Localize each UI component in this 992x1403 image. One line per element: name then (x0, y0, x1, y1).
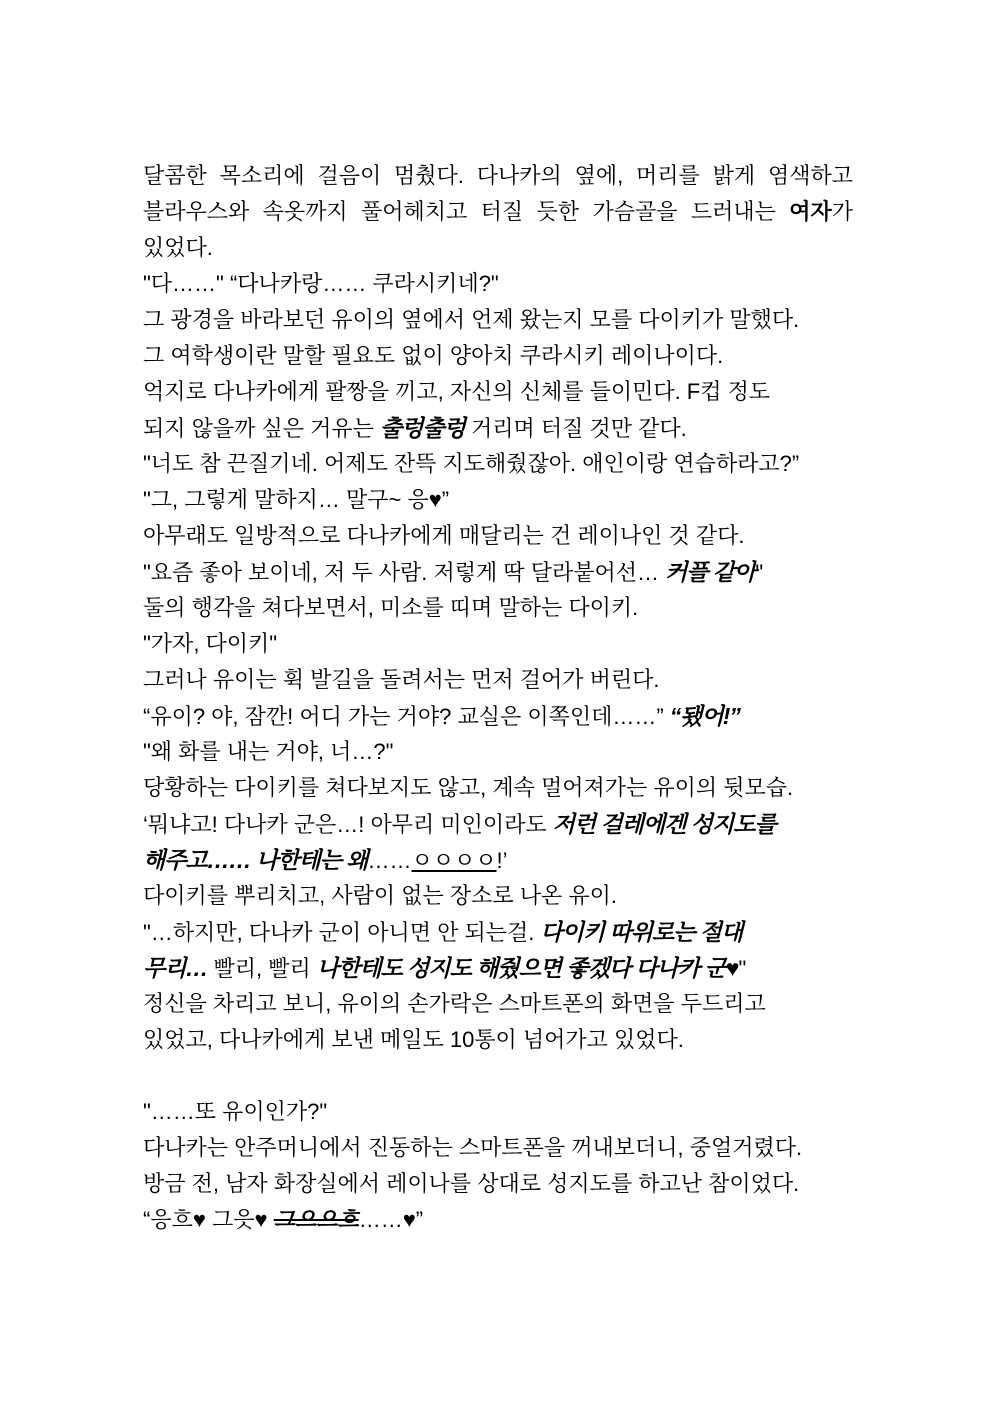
underline-text-run: ㅇㅇㅇㅇ (411, 848, 497, 873)
text-run: ‘뭐냐고! 다나카 군은…! 아무리 미인이라도 (143, 812, 553, 837)
text-line (143, 950, 853, 986)
blank-line (143, 1058, 853, 1094)
text-line (143, 986, 853, 1022)
text-line (143, 482, 853, 518)
document-page (143, 158, 853, 1238)
text-run: ……♥” (358, 1207, 424, 1232)
text-run: "가자, 다이키" (143, 631, 278, 656)
text-run: 둘의 행각을 쳐다보면서, 미소를 띠며 말하는 다이키. (143, 595, 639, 620)
text-run: 다나카는 안주머니에서 진동하는 스마트폰을 꺼내보더니, 중얼거렸다. (143, 1135, 803, 1160)
text-line (143, 914, 853, 950)
text-run: "……또 유이인가?" (143, 1099, 328, 1124)
text-run: “응흐♥ 그읏♥ (143, 1207, 274, 1232)
bold-text-run: 여자 (789, 199, 832, 224)
text-line (143, 554, 853, 590)
text-run: "너도 참 끈질기네. 어제도 잔뜩 지도해줬잖아. 애인이랑 연습하라고?” (143, 451, 800, 476)
text-line (143, 374, 853, 410)
text-run: 블라우스와 속옷까지 풀어헤치고 터질 듯한 가슴골을 드러내는 (143, 199, 790, 224)
text-run: "요즘 좋아 보이네, 저 두 사람. 저렇게 딱 달라붙어선… (143, 560, 666, 585)
text-line (143, 1022, 853, 1058)
text-run: 되지 않을까 싶은 거유는 (143, 416, 380, 441)
text-line (143, 770, 853, 806)
text-run: "그, 그렇게 말하지… 말구~ 응♥” (143, 487, 450, 512)
text-run: 아무래도 일방적으로 다나카에게 매달리는 건 레이나인 것 같다. (143, 523, 745, 548)
text-line (143, 626, 853, 662)
text-line (143, 158, 853, 194)
text-line (143, 590, 853, 626)
brush-text-run: “됐어!” (669, 703, 740, 729)
text-line (143, 230, 853, 266)
text-line (143, 806, 853, 842)
brush-text-run: 커플 같아 (665, 559, 756, 585)
text-line (143, 734, 853, 770)
text-run: 그 여학생이란 말할 필요도 없이 양아치 쿠라시키 레이나이다. (143, 343, 724, 368)
text-run: 억지로 다나카에게 팔짱을 끼고, 자신의 신체를 들이민다. F컵 정도 (143, 379, 771, 404)
text-line (143, 878, 853, 914)
text-line (143, 518, 853, 554)
text-line (143, 338, 853, 374)
scribble-text-run: 그으으흐 (273, 1207, 359, 1232)
text-run: "…하지만, 다나카 군이 아니면 안 되는걸. (143, 920, 541, 945)
text-line (143, 1202, 853, 1238)
text-line (143, 662, 853, 698)
text-run: 있었다. (143, 235, 213, 260)
text-line (143, 1130, 853, 1166)
text-line (143, 410, 853, 446)
text-line (143, 1094, 853, 1130)
text-line (143, 302, 853, 338)
text-run: …… (367, 848, 412, 873)
text-run: 방금 전, 남자 화장실에서 레이나를 상대로 성지도를 하고난 참이었다. (143, 1171, 800, 1196)
text-run: 달콤한 목소리에 걸음이 멈췄다. 다나카의 옆에, 머리를 밝게 염색하고 (143, 163, 853, 188)
text-run: 당황하는 다이키를 쳐다보지도 않고, 계속 멀어져가는 유이의 뒷모습. (143, 775, 794, 800)
text-line (143, 1166, 853, 1202)
text-line (143, 194, 853, 230)
text-run: “유이? 야, 잠깐! 어디 가는 거야? 교실은 이쪽인데……” (143, 704, 670, 729)
brush-text-run: 무리… (143, 955, 208, 981)
brush-text-run: 나한테도 성지도 해줬으면 좋겠다 다나카 군♥ (316, 955, 739, 981)
text-run: 그러나 유이는 휙 발길을 돌려서는 먼저 걸어가 버린다. (143, 667, 660, 692)
text-run: " (755, 560, 764, 585)
text-run: 그 광경을 바라보던 유이의 옆에서 언제 왔는지 모를 다이키가 말했다. (143, 307, 800, 332)
text-run: 있었고, 다나카에게 보낸 메일도 10통이 넘어가고 있었다. (143, 1027, 684, 1052)
text-run: "왜 화를 내는 거야, 너…?" (143, 739, 394, 764)
text-run: "다……" “다나카랑…… 쿠라시키네?" (143, 271, 499, 296)
text-run: 정신을 차리고 보니, 유이의 손가락은 스마트폰의 화면을 두드리고 (143, 991, 766, 1016)
text-run: 다이키를 뿌리치고, 사람이 없는 장소로 나온 유이. (143, 883, 617, 908)
brush-text-run: 출렁출렁 (379, 415, 465, 441)
text-run: 가 (831, 199, 853, 224)
brush-text-run: 저런 걸레에겐 성지도를 (552, 811, 776, 837)
text-line (143, 266, 853, 302)
text-run: 거리며 터질 것만 같다. (464, 416, 687, 441)
text-line (143, 446, 853, 482)
text-line (143, 842, 853, 878)
text-run: " (738, 956, 747, 981)
brush-text-run: 해주고…… 나한테는 왜 (143, 847, 368, 873)
text-line (143, 698, 853, 734)
brush-text-run: 다이키 따위로는 절대 (540, 919, 743, 945)
text-run: !’ (496, 848, 508, 873)
text-run: 빨리, 빨리 (207, 956, 317, 981)
